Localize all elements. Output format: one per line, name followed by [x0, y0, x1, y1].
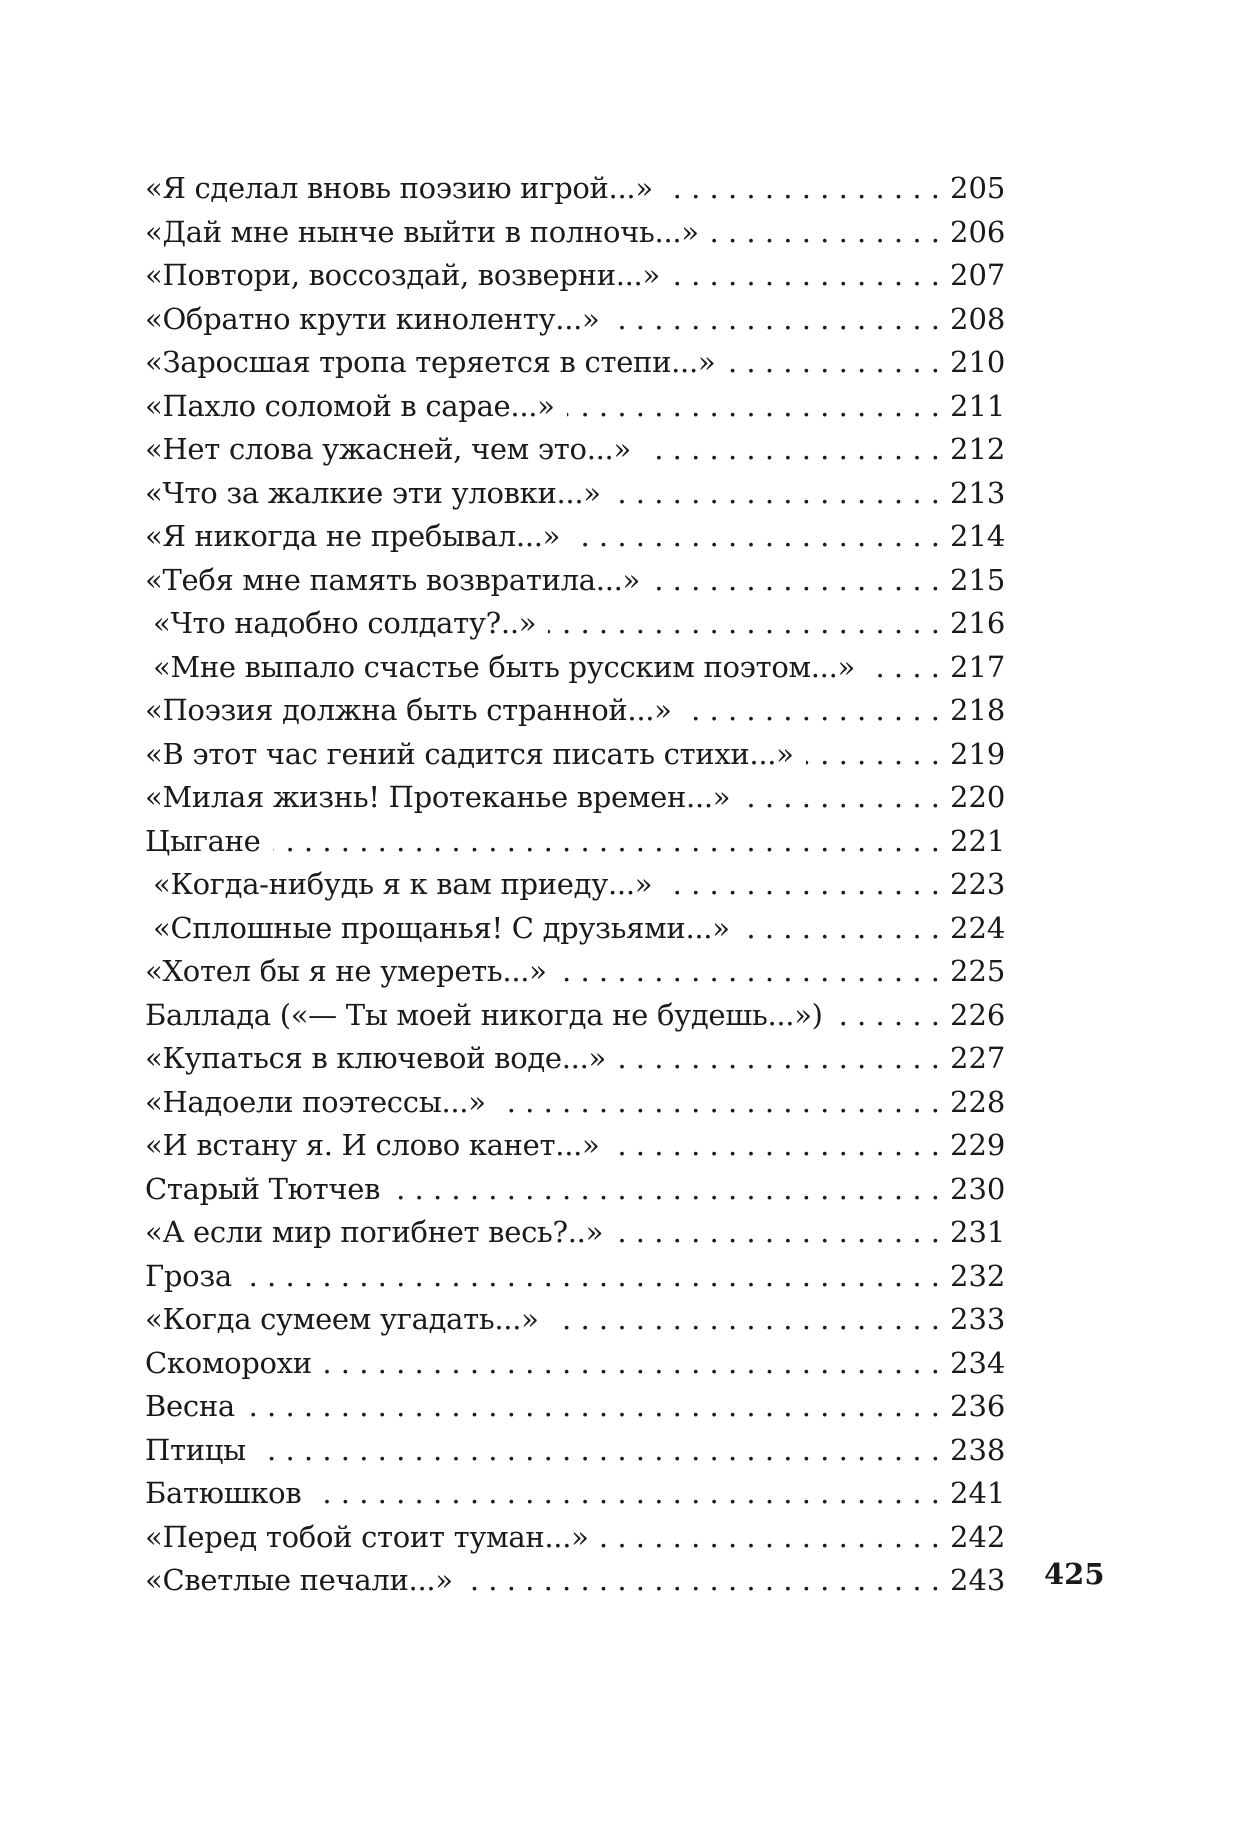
toc-dot-leader: [611, 298, 940, 342]
toc-dot-leader: [392, 1168, 940, 1212]
toc-entry: [145, 341, 1005, 385]
toc-entry-title: «Хотел бы я не умереть...»: [145, 954, 547, 988]
toc-dot-leader: [742, 776, 940, 820]
toc-entry-title: «Повтори, воссоздай, возверни...»: [145, 258, 660, 292]
toc-entry: [145, 1298, 1005, 1342]
toc-entry-page: 242: [950, 1519, 1006, 1554]
toc-dot-leader: [665, 167, 940, 211]
toc-entry-title: «Когда-нибудь я к вам приеду...»: [153, 867, 653, 901]
toc-entry-page: 225: [950, 954, 1006, 988]
toc-dot-leader: [258, 1429, 940, 1473]
toc-entry: [145, 254, 1005, 298]
toc-entry-title: «Пахло соломой в сарае...»: [145, 388, 555, 423]
toc-dot-leader: [324, 1342, 940, 1386]
toc-entry-page: 226: [950, 997, 1006, 1032]
toc-entry: [145, 1516, 1005, 1560]
toc-entry: [145, 1168, 1005, 1212]
toc-entry-page: 223: [950, 867, 1006, 901]
toc-dot-leader: [615, 1211, 940, 1255]
toc-dot-leader: [465, 1559, 940, 1603]
toc-entry: [145, 1559, 1005, 1603]
toc-dot-leader: [727, 341, 940, 385]
toc-entry: [145, 1342, 1005, 1386]
toc-entry-page: 214: [950, 519, 1006, 553]
toc-entry-page: 212: [950, 432, 1006, 466]
toc-entry: [145, 646, 1005, 690]
toc-entry-title: Весна: [145, 1389, 235, 1423]
toc-dot-leader: [244, 1255, 940, 1299]
toc-entry-title: «Я никогда не пребывал...»: [145, 519, 561, 553]
toc-dot-leader: [652, 559, 940, 603]
toc-entry-page: 224: [950, 910, 1006, 945]
toc-entry-title: «Мне выпало счастье быть русским поэтом...»: [153, 649, 855, 684]
toc-entry: [145, 298, 1005, 342]
toc-entry-page: 227: [950, 1041, 1006, 1075]
toc-entry: [145, 472, 1005, 516]
toc-entry-title: Цыгане: [145, 823, 261, 858]
toc-entry: [145, 385, 1005, 429]
toc-entry: [145, 689, 1005, 733]
toc-entry-page: 231: [950, 1215, 1006, 1249]
toc-entry: [145, 1037, 1005, 1081]
toc-dot-leader: [684, 689, 940, 733]
toc-entry: [145, 167, 1005, 211]
toc-dot-leader: [711, 211, 940, 255]
toc-entry-page: 206: [950, 214, 1006, 249]
toc-entry-title: «Нет слова ужасней, чем это...»: [145, 432, 631, 466]
toc-dot-leader: [559, 950, 940, 994]
toc-entry-page: 232: [950, 1258, 1006, 1293]
toc-entry-title: «Что надобно солдату?..»: [153, 606, 537, 640]
toc-entry: [145, 1385, 1005, 1429]
toc-entry-page: 219: [950, 736, 1006, 771]
toc-entry: [145, 994, 1005, 1038]
toc-entry: [145, 559, 1005, 603]
toc-entry: [145, 211, 1005, 255]
toc-entry-title: «Сплошные прощанья! С друзьями...»: [153, 910, 730, 945]
toc-entry-title: «Я сделал вновь поэзию игрой...»: [145, 171, 653, 205]
toc-dot-leader: [613, 472, 940, 516]
toc-entry: [145, 1211, 1005, 1255]
toc-entry-page: 213: [950, 475, 1006, 510]
toc-entry-page: 220: [950, 780, 1006, 814]
toc-entry: [145, 733, 1005, 777]
toc-entry: [145, 1255, 1005, 1299]
toc-entry-page: 221: [950, 823, 1006, 858]
toc-dot-leader: [548, 602, 940, 646]
toc-entry: [145, 602, 1005, 646]
toc-entry-title: «Поэзия должна быть странной...»: [145, 693, 672, 727]
toc-dot-leader: [611, 1124, 940, 1168]
toc-entry-title: «А если мир погибнет весь?..»: [145, 1215, 604, 1249]
toc-entry-title: Батюшков: [145, 1476, 302, 1510]
table-of-contents: [145, 167, 1005, 1603]
toc-entry-page: 216: [950, 606, 1006, 640]
toc-entry-title: «Милая жизнь! Протеканье времен...»: [145, 780, 731, 814]
toc-entry-title: «Купаться в ключевой воде...»: [145, 1041, 606, 1075]
toc-entry-page: 234: [950, 1345, 1006, 1380]
toc-dot-leader: [835, 994, 940, 1038]
toc-entry-title: «Тебя мне память возвратила...»: [145, 562, 640, 597]
toc-dot-leader: [498, 1081, 940, 1125]
toc-dot-leader: [643, 428, 940, 472]
toc-entry-page: 228: [950, 1084, 1006, 1119]
toc-entry-title: «Светлые печали...»: [145, 1563, 453, 1597]
toc-entry-page: 236: [950, 1389, 1006, 1423]
toc-entry-title: «Перед тобой стоит туман...»: [145, 1519, 589, 1554]
toc-dot-leader: [806, 733, 940, 777]
toc-dot-leader: [867, 646, 940, 690]
toc-entry-title: «Когда сумеем угадать...»: [145, 1302, 539, 1336]
toc-entry-page: 210: [950, 345, 1006, 379]
toc-entry-title: Баллада («— Ты моей никогда не будешь...»): [145, 997, 823, 1032]
toc-entry-page: 241: [950, 1476, 1006, 1510]
toc-entry-title: «В этот час гений садится писать стихи...»: [145, 736, 794, 771]
toc-dot-leader: [313, 1472, 940, 1516]
toc-dot-leader: [601, 1516, 940, 1560]
toc-entry-page: 211: [950, 388, 1006, 423]
toc-entry-title: Скоморохи: [145, 1345, 312, 1380]
toc-dot-leader: [572, 515, 940, 559]
toc-entry: [145, 515, 1005, 559]
toc-entry: [145, 1429, 1005, 1473]
page-number: 425: [1044, 1557, 1105, 1591]
toc-entry: [145, 907, 1005, 951]
toc-entry-page: 218: [950, 693, 1006, 727]
toc-entry-page: 238: [950, 1432, 1006, 1467]
toc-entry-title: Старый Тютчев: [145, 1171, 381, 1206]
toc-entry-title: «И встану я. И слово канет...»: [145, 1128, 600, 1162]
toc-entry: [145, 1472, 1005, 1516]
toc-entry: [145, 820, 1005, 864]
toc-entry-page: 230: [950, 1171, 1006, 1206]
toc-entry: [145, 1081, 1005, 1125]
toc-entry: [145, 863, 1005, 907]
toc-dot-leader: [551, 1298, 940, 1342]
toc-entry: [145, 1124, 1005, 1168]
toc-dot-leader: [247, 1385, 940, 1429]
toc-dot-leader: [273, 820, 940, 864]
toc-dot-leader: [664, 863, 940, 907]
toc-entry-page: 229: [950, 1128, 1006, 1162]
toc-entry-title: «Дай мне нынче выйти в полночь...»: [145, 214, 699, 249]
toc-entry: [145, 776, 1005, 820]
toc-entry: [145, 950, 1005, 994]
toc-dot-leader: [618, 1037, 940, 1081]
toc-entry-page: 215: [950, 562, 1006, 597]
toc-dot-leader: [672, 254, 940, 298]
toc-entry-page: 243: [950, 1563, 1006, 1597]
toc-entry-title: «Обратно крути киноленту...»: [145, 301, 600, 336]
toc-dot-leader: [567, 385, 940, 429]
toc-entry-page: 207: [950, 258, 1006, 292]
toc-entry-page: 205: [950, 171, 1006, 205]
toc-entry-page: 233: [950, 1302, 1006, 1336]
toc-entry-title: «Что за жалкие эти уловки...»: [145, 475, 601, 510]
toc-entry: [145, 428, 1005, 472]
toc-entry-page: 208: [950, 301, 1006, 336]
toc-entry-title: Птицы: [145, 1432, 246, 1467]
toc-dot-leader: [742, 907, 940, 951]
toc-entry-title: «Заросшая тропа теряется в степи...»: [145, 345, 716, 379]
toc-entry-page: 217: [950, 649, 1006, 684]
toc-entry-title: «Надоели поэтессы...»: [145, 1084, 486, 1119]
toc-entry-title: Гроза: [145, 1258, 232, 1293]
